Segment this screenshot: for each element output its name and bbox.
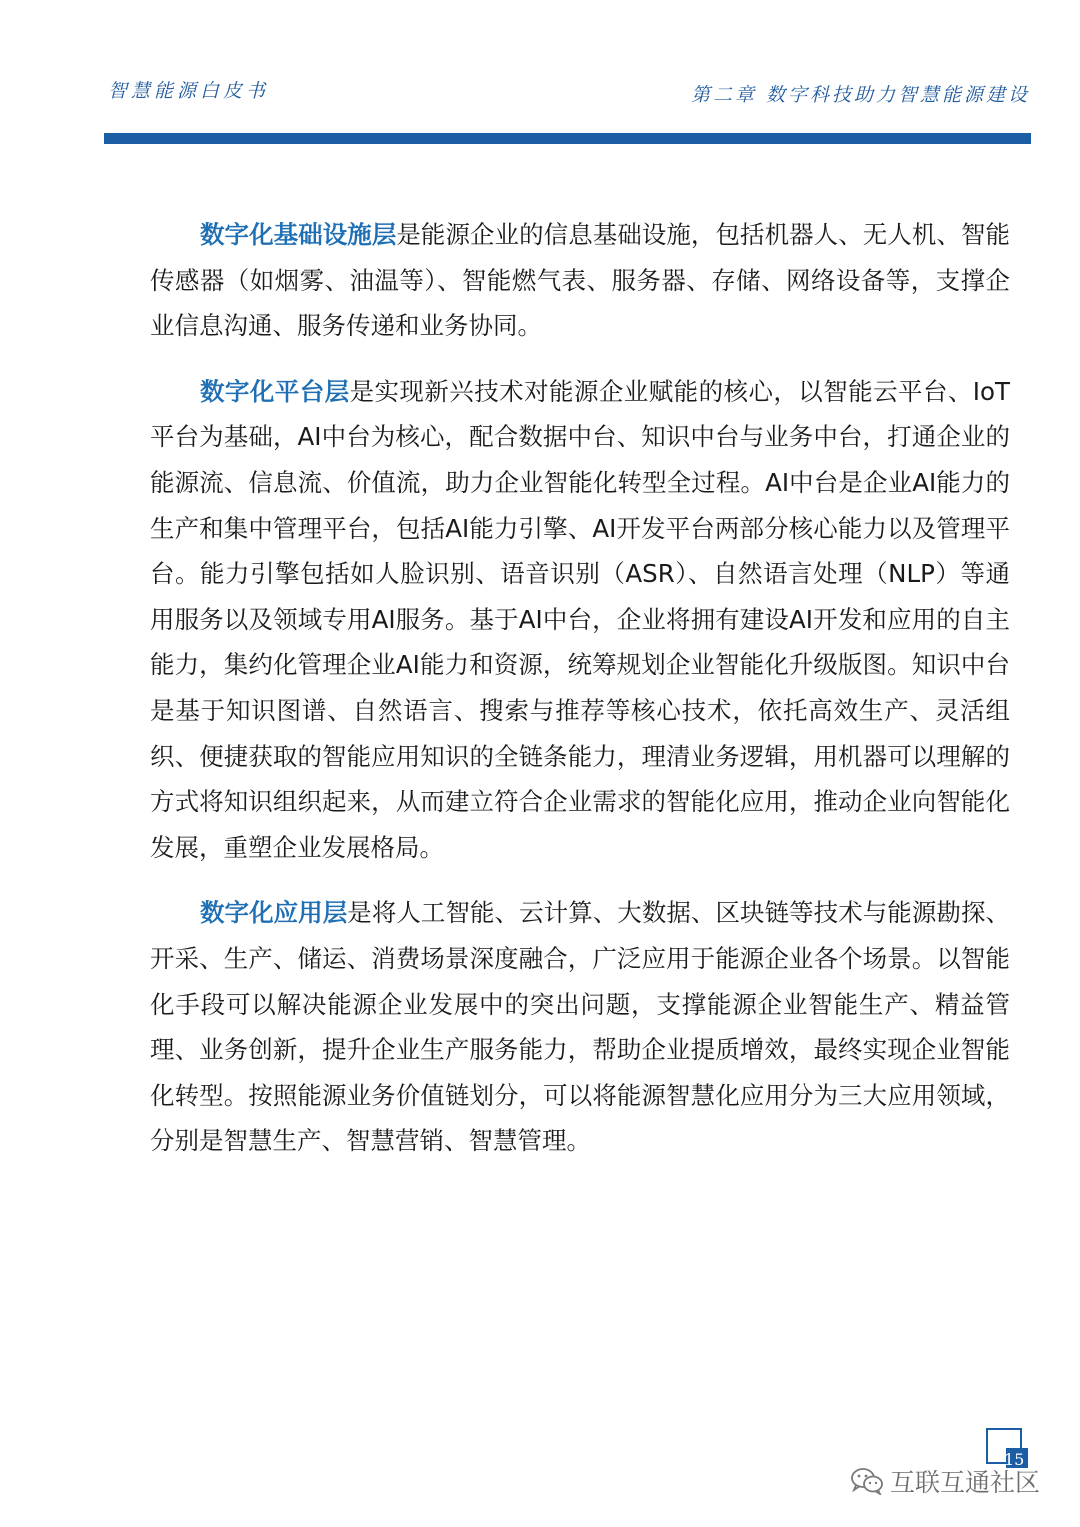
- paragraph-platform: [150, 369, 1010, 871]
- wechat-icon: [850, 1467, 884, 1495]
- paragraph-platform-text: 是实现新兴技术对能源企业赋能的核心，以智能云平台、IoT平台为基础，AI中台为核心，配合数据中台、知识中台与业务中台，打通企业的能源流、信息流、价值流，助力企业智能化转型全过程。AI中台是企业AI能力的生产和集中管理平台，包括AI能力引擎、AI开发平台两部分核心能力以及管理平台。能力引擎包括如人脸识别、语音识别（ASR）、自然语言处理（NLP）等通用服务以及领域专用AI服务。基于AI中台，企业将拥有建设AI开发和应用的自主能力，集约化管理企业AI能力和资源，统筹规划企业智能化升级版图。知识中台是基于知识图谱、自然语言、搜索与推荐等核心技术，依托高效生产、灵活组织、便捷获取的智能应用知识的全链条能力，理清业务逻辑，用机器可以理解的方式将知识组织起来，从而建立符合企业需求的智能化应用，推动企业向智能化发展，重塑企业发展格局。: [150, 376, 1010, 862]
- keyword-infrastructure: 数字化基础设施层: [200, 220, 397, 249]
- watermark: [850, 1463, 1040, 1499]
- paragraph-infrastructure: [150, 212, 1010, 349]
- paragraph-application-text: 是将人工智能、云计算、大数据、区块链等技术与能源勘探、开采、生产、储运、消费场景深度融合，广泛应用于能源企业各个场景。以智能化手段可以解决能源企业发展中的突出问题，支撑能源企业智能生产、精益管理、业务创新，提升企业生产服务能力，帮助企业提质增效，最终实现企业智能化转型。按照能源业务价值链划分，可以将能源智慧化应用分为三大应用领域，分别是智慧生产、智慧营销、智慧管理。: [150, 898, 1010, 1156]
- keyword-platform: 数字化平台层: [200, 376, 350, 406]
- page-number: 15: [1004, 1450, 1025, 1469]
- keyword-application: 数字化应用层: [200, 898, 348, 928]
- body-text: [150, 212, 1010, 1184]
- header-chapter-title: 第二章 数字科技助力智慧能源建设: [690, 84, 1030, 106]
- header-left-title: 智慧能源白皮书: [108, 80, 270, 102]
- paragraph-infrastructure-text: 是能源企业的信息基础设施，包括机器人、无人机、智能传感器（如烟雾、油温等）、智能燃气表、服务器、存储、网络设备等，支撑企业信息沟通、服务传递和业务协同。: [150, 220, 1010, 341]
- watermark-text: 互联互通社区: [890, 1468, 1041, 1497]
- paragraph-application: [150, 890, 1010, 1164]
- header-rule: [104, 133, 1031, 144]
